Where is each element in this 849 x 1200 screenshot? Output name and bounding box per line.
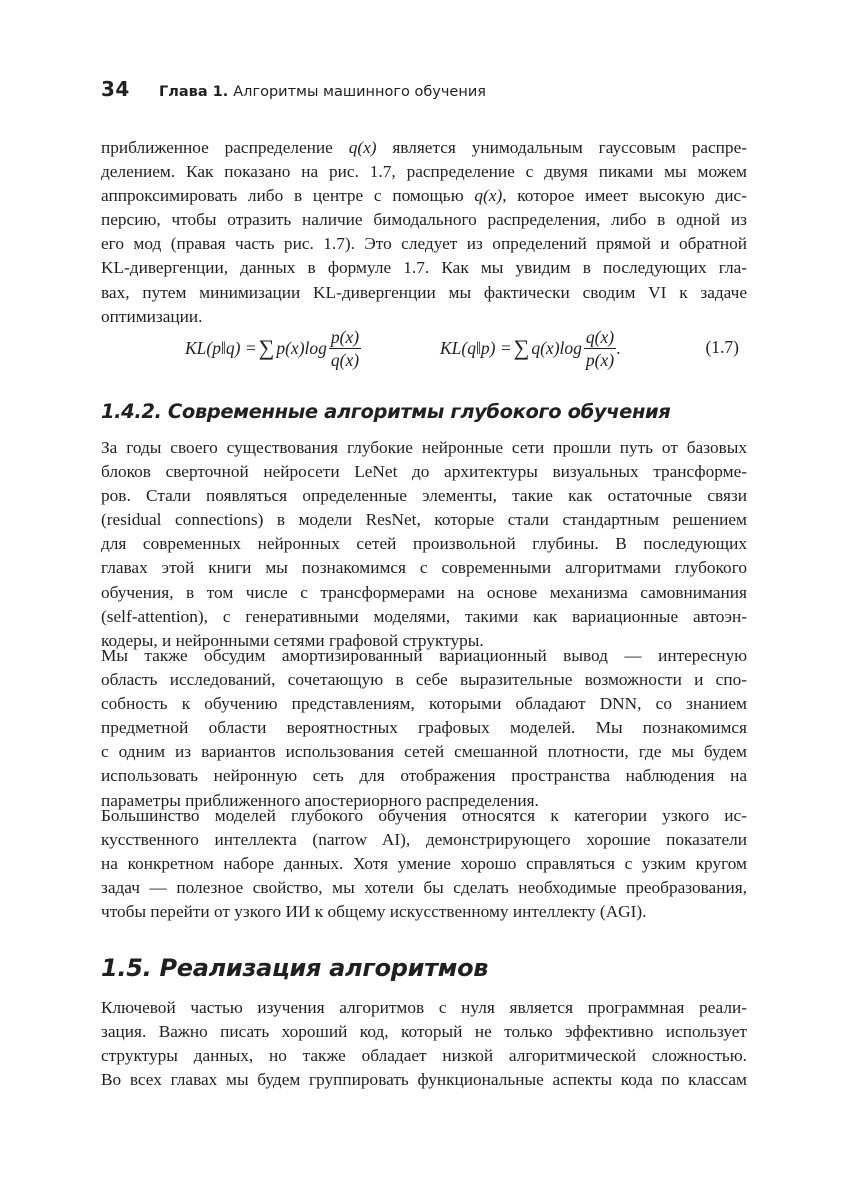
text-line: персию, чтобы отразить наличие бимодального распределения, либо в одной из: [101, 210, 747, 230]
text-line: приближенное распределение q(x) является унимодальным гауссовым распре-: [101, 138, 747, 157]
text-line: структуры данных, но также обладает низкой алгоритмической сложностью.: [101, 1046, 747, 1066]
chapter-title: Алгоритмы машинного обучения: [233, 84, 486, 100]
text-line: Мы также обсудим амортизированный вариационный вывод — интересную: [101, 646, 747, 665]
equation-number: (1.7): [705, 337, 739, 357]
text-line: на конкретном наборе данных. Хотя умение хорошо справляться с узким кругом: [101, 854, 747, 874]
section-heading: 1.5. Реализация алгоритмов: [101, 954, 489, 982]
text-line: аппроксимировать либо в центре с помощью q(x), которое имеет высокую дис-: [101, 186, 747, 206]
page-number: 34: [101, 77, 130, 101]
subsection-heading: 1.4.2. Современные алгоритмы глубокого обучения: [101, 400, 671, 423]
fraction: $\frac{p(x)}{q(x)}$: [330, 326, 360, 370]
kl-reverse: KL(q‖p) = ∑ q(x)log $\frac{q(x)}{p(x)}$ .: [440, 326, 621, 370]
text-line: использовать нейронную сеть для отображения пространства наблюдения на: [101, 766, 747, 786]
text-line: KL-дивергенции, данных в формуле 1.7. Как мы увидим в последующих гла-: [101, 258, 747, 278]
text-line: главах этой книги мы познакомимся с современными алгоритмами глубокого: [101, 558, 747, 578]
fraction: $\frac{q(x)}{p(x)}$: [585, 326, 615, 370]
paragraph-narrow-ai: [101, 804, 747, 924]
paragraph-implementation: [101, 996, 747, 1092]
text-line: (self-attention), с генеративными моделями, такими как вариационные автоэн-: [101, 606, 747, 626]
text-line: предметной области вероятностных графовых моделей. Мы познакомимся: [101, 718, 747, 738]
text-line: Большинство моделей глубокого обучения относятся к категории узкого ис-: [101, 806, 747, 825]
running-header: [101, 77, 486, 105]
text-line: обучения, в том числе с трансформерами на основе механизма самовнимания: [101, 582, 747, 602]
equation-1-7: [185, 322, 747, 374]
text-line: За годы своего существования глубокие нейронные сети прошли путь от базовых: [101, 438, 747, 457]
text-line: ров. Стали появляться определенные элементы, такие как остаточные связи: [101, 486, 747, 506]
text-line: чтобы перейти от узкого ИИ к общему искусственному интеллекту (AGI).: [101, 902, 647, 922]
text-line: собность к обучению представлениям, которыми обладают DNN, со знанием: [101, 694, 747, 714]
text-line: Во всех главах мы будем группировать функциональные аспекты кода по классам: [101, 1070, 747, 1090]
text-line: вах, путем минимизации KL-дивергенции мы фактически сводим VI к задаче: [101, 282, 747, 302]
text-line: зация. Важно писать хороший код, который не только эффективно использует: [101, 1022, 747, 1042]
text-line: кодеры, и нейронными сетями графовой структуры.: [101, 630, 484, 650]
text-line: для современных нейронных сетей произвольной глубины. В последующих: [101, 534, 747, 554]
chapter-label: Глава 1.: [159, 84, 229, 100]
text-line: с одним из вариантов использования сетей смешанной плотности, где мы будем: [101, 742, 747, 762]
paragraph-deep-learning: [101, 436, 747, 653]
text-line: Ключевой частью изучения алгоритмов с нуля является программная реали-: [101, 998, 747, 1017]
paragraph-amortized-inference: [101, 644, 747, 813]
kl-forward: KL(p‖q) = ∑ p(x)log $\frac{p(x)}{q(x)}$: [185, 326, 360, 370]
math-q-x: q(x): [474, 186, 503, 206]
text-line: параметры приближенного апостериорного распределения.: [101, 790, 539, 810]
paragraph-intro: [101, 136, 747, 329]
text-line: задач — полезное свойство, мы хотели бы сделать необходимые преобразования,: [101, 878, 747, 898]
text-line: блоков сверточной нейросети LeNet до архитектуры визуальных трансформе-: [101, 462, 747, 482]
text-line: кусственного интеллекта (narrow AI), демонстрирующего хорошие показатели: [101, 830, 747, 850]
text-line: оптимизации.: [101, 306, 203, 326]
math-q-x: q(x): [348, 138, 377, 157]
text-line: его мод (правая часть рис. 1.7). Это следует из определений прямой и обратной: [101, 234, 747, 254]
text-line: область исследований, сочетающую в себе выразительные возможности и спо-: [101, 670, 747, 690]
text-line: (residual connections) в модели ResNet, которые стали стандартным решением: [101, 510, 747, 530]
text-line: делением. Как показано на рис. 1.7, распределение с двумя пиками мы можем: [101, 162, 747, 182]
